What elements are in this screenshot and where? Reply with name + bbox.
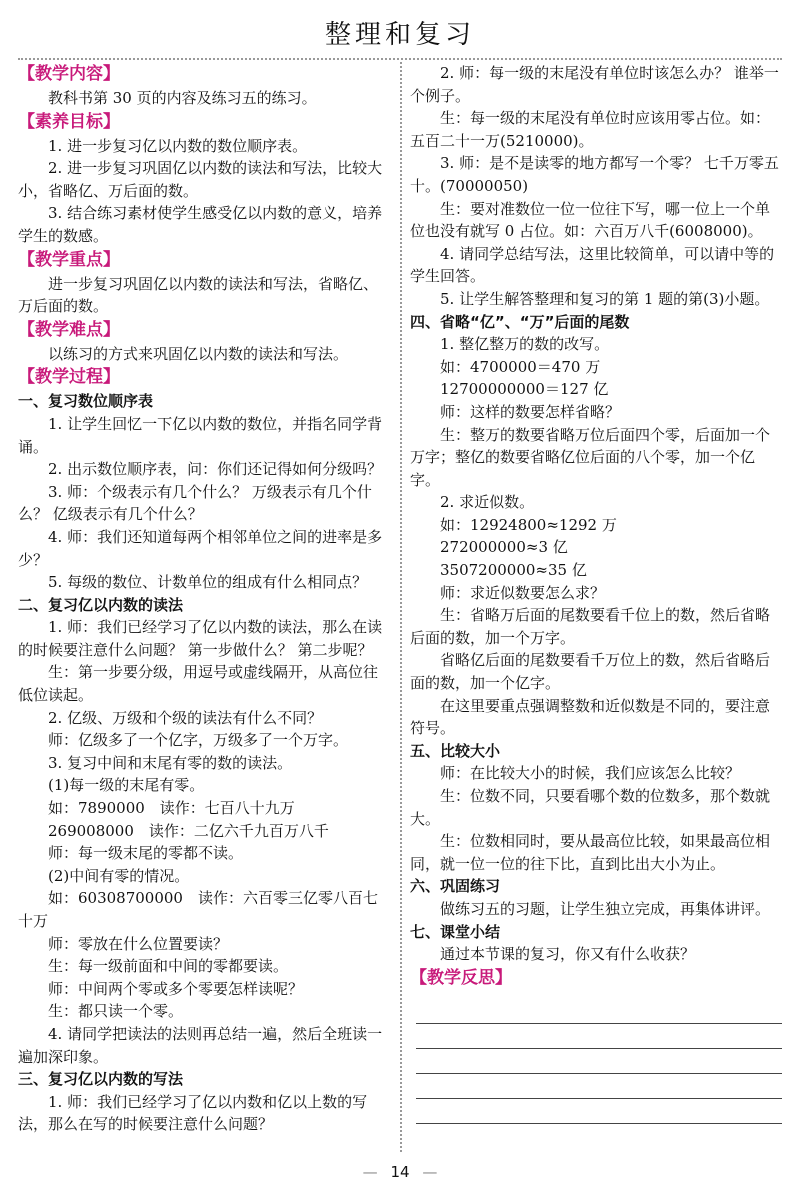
paragraph: 做练习五的习题，让学生独立完成，再集体讲评。 [440, 899, 771, 918]
paragraph: 2. 师：每一级的末尾没有单位时该怎么办？ 谁举一个例子。 [410, 64, 779, 105]
writing-line [416, 999, 782, 1024]
writing-line [416, 1024, 782, 1049]
paragraph: 269008000 读作：二亿六千九百万八千 [48, 821, 329, 840]
subsection-heading: 三、复习亿以内数的写法 [18, 1070, 184, 1089]
paragraph: 3. 结合练习素材使学生感受亿以内数的意义，培养学生的数感。 [18, 204, 383, 245]
paragraph: 师：每一级末尾的零都不读。 [48, 844, 244, 863]
paragraph: 如：4700000＝470 万 [440, 357, 601, 376]
paragraph: 3507200000≈35 亿 [440, 561, 587, 580]
section-heading: 【教学内容】 [18, 64, 120, 84]
paragraph: 生：省略万后面的尾数要看千位上的数，然后省略后面的数，加一个万字。 [410, 606, 771, 647]
column-divider [400, 62, 402, 1152]
right-column [410, 62, 782, 1124]
subsection-heading: 五、比较大小 [410, 741, 501, 760]
paragraph: 2. 亿级、万级和个级的读法有什么不同？ [48, 708, 323, 727]
paragraph: 师：中间两个零或多个零要怎样读呢？ [48, 979, 304, 998]
section-heading: 【教学过程】 [18, 367, 120, 388]
paragraph: 1. 整亿整万的数的改写。 [440, 335, 610, 354]
writing-line [416, 1074, 782, 1099]
paragraph: 生：每一级的末尾没有单位时应该用零占位。如：五百二十一万(5210000)。 [410, 109, 771, 150]
section-heading: 【教学难点】 [18, 319, 120, 340]
paragraph: 5. 让学生解答整理和复习的第 1 题的第(3)小题。 [440, 289, 770, 308]
writing-line [416, 1099, 782, 1124]
subsection-heading: 六、巩固练习 [410, 877, 501, 896]
paragraph: 3. 师：个级表示有几个什么？ 万级表示有几个什么？ 亿级表示有几个什么？ [18, 482, 372, 524]
paragraph: 生：位数不同，只要看哪个数的位数多，那个数就大。 [410, 787, 771, 828]
paragraph: 1. 让学生回忆一下亿以内数的数位，并指名同学背诵。 [18, 414, 383, 456]
subsection-heading: 一、复习数位顺序表 [18, 392, 154, 411]
paragraph: (2)中间有零的情况。 [48, 866, 190, 885]
paragraph: 272000000≈3 亿 [440, 538, 568, 557]
paragraph: 在这里要重点强调整数和近似数是不同的，要注意符号。 [410, 696, 771, 738]
paragraph: 通过本节课的复习，你又有什么收获？ [440, 945, 696, 964]
paragraph: 师：零放在什么位置要读？ [48, 934, 229, 953]
paragraph: 师：在比较大小的时候，我们应该怎么比较？ [440, 764, 741, 783]
section-heading: 【素养目标】 [18, 111, 120, 132]
paragraph: 2. 进一步复习巩固亿以内数的读法和写法，比较大小，省略亿、万后面的数。 [18, 159, 383, 200]
paragraph: 如：60308700000 读作：六百零三亿零八百七十万 [18, 889, 378, 930]
paragraph: 生：位数相同时，要从最高位比较，如果最高位相同，就一位一位的往下比，直到比出大小为止。 [410, 832, 771, 873]
paragraph: 生：整万的数要省略万位后面四个零，后面加一个万字；整亿的数要省略亿位后面的八个零，加一个亿字。 [410, 425, 771, 489]
paragraph: 生：都只读一个零。 [48, 1002, 184, 1021]
section-heading: 【教学反思】 [410, 967, 512, 988]
paragraph: 教科书第 30 页的内容及练习五的练习。 [48, 89, 317, 107]
paragraph: 师：求近似数要怎么求？ [440, 583, 606, 602]
paragraph: 省略亿后面的尾数要看千万位上的数，然后省略后面的数，加一个亿字。 [410, 651, 771, 693]
writing-line [416, 1049, 782, 1074]
paragraph: 师：亿级多了一个亿字，万级多了一个万字。 [48, 731, 349, 750]
paragraph: 生：第一步要分级，用逗号或虚线隔开，从高位往低位读起。 [18, 663, 379, 705]
paragraph: 1. 师：我们已经学习了亿以内数的读法，那么在读的时候要注意什么问题？ 第一步做什么？ 第二步呢？ [18, 618, 383, 659]
paragraph: 4. 师：我们还知道每两个相邻单位之间的进率是多少？ [18, 527, 383, 569]
paragraph: 3. 复习中间和末尾有零的数的读法。 [48, 753, 293, 772]
paragraph: 4. 请同学总结写法，这里比较简单，可以请中等的学生回答。 [410, 244, 775, 286]
subsection-heading: 四、省略“亿”、“万”后面的尾数 [410, 312, 630, 331]
paragraph: 1. 师：我们已经学习了亿以内数和亿以上数的写法，那么在写的时候要注意什么问题？ [18, 1092, 368, 1134]
paragraph: 如：12924800≈1292 万 [440, 515, 617, 534]
page-title: 整理和复习 [324, 20, 475, 50]
paragraph: 2. 出示数位顺序表，问：你们还记得如何分级吗？ [48, 460, 383, 479]
footer-dash-left: — [362, 1163, 378, 1181]
paragraph: 12700000000＝127 亿 [440, 380, 609, 399]
top-divider [18, 58, 782, 60]
paragraph: 以练习的方式来巩固亿以内数的读法和写法。 [48, 344, 349, 363]
left-column [18, 62, 392, 1136]
subsection-heading: 七、课堂小结 [410, 922, 501, 941]
paragraph: 进一步复习巩固亿以内数的读法和写法，省略亿、万后面的数。 [18, 274, 379, 316]
paragraph: 如：7890000 读作：七百八十九万 [48, 799, 295, 818]
page-footer [0, 1163, 800, 1181]
paragraph: 4. 请同学把读法的法则再总结一遍，然后全班读一遍加深印象。 [18, 1024, 383, 1066]
footer-dash-right: — [422, 1163, 438, 1181]
subsection-heading: 二、复习亿以内数的读法 [18, 595, 184, 614]
paragraph: 生：要对准数位一位一位往下写，哪一位上一个单位也没有就写 0 占位。如：六百万八千(6008000)。 [410, 199, 771, 241]
paragraph: 3. 师：是不是读零的地方都写一个零？ 七千万零五十。(70000050) [410, 154, 779, 195]
paragraph: (1)每一级的末尾有零。 [48, 776, 205, 795]
section-heading: 【教学重点】 [18, 249, 120, 270]
paragraph: 1. 进一步复习亿以内数的数位顺序表。 [48, 136, 308, 155]
paragraph: 师：这样的数要怎样省略？ [440, 402, 621, 421]
reflection-lines [410, 999, 782, 1124]
page-number: 14 [390, 1163, 410, 1181]
paragraph: 生：每一级前面和中间的零都要读。 [48, 957, 289, 976]
paragraph: 2. 求近似数。 [440, 493, 535, 512]
paragraph: 5. 每级的数位、计数单位的组成有什么相同点？ [48, 573, 368, 592]
